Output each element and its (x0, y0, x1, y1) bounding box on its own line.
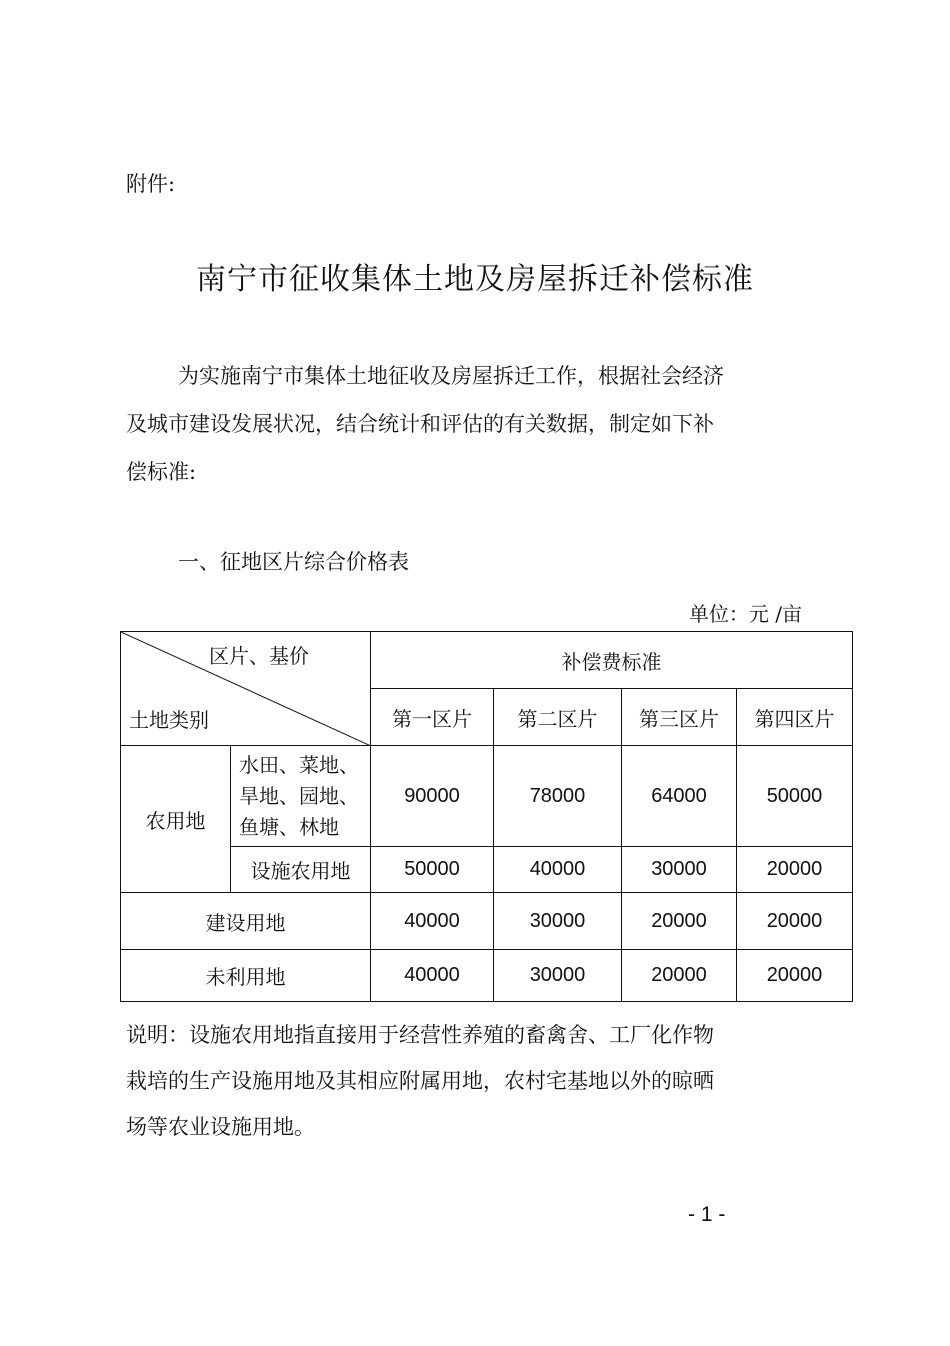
value-cell: 20000 (737, 847, 853, 893)
agri-subcategory-line: 鱼塘、林地 (239, 814, 339, 839)
diagonal-header-cell (121, 632, 371, 746)
value-cell: 64000 (622, 746, 737, 847)
agri-subcategory-line: 旱地、园地、 (239, 783, 359, 808)
value-cell: 30000 (494, 950, 622, 1002)
page-number: - 1 - (688, 1203, 726, 1226)
value-cell: 40000 (371, 950, 494, 1002)
unit-label: 单位：元 /亩 (688, 602, 802, 626)
agri-land-label: 农用地 (121, 746, 231, 893)
value-cell: 40000 (494, 847, 622, 893)
value-cell: 20000 (622, 893, 737, 950)
intro-line-2: 及城市建设发展状况，结合统计和评估的有关数据，制定如下补 (126, 412, 714, 436)
note-line-1: 说明：设施农用地指直接用于经营性养殖的畜禽舍、工厂化作物 (126, 1023, 714, 1047)
agri-subcategory-cell (231, 746, 371, 847)
construction-land-label: 建设用地 (121, 893, 371, 950)
value-cell: 78000 (494, 746, 622, 847)
value-cell: 20000 (622, 950, 737, 1002)
page-title: 南宁市征收集体土地及房屋拆迁补偿标准 (196, 262, 754, 297)
zone-header-1: 第一区片 (371, 689, 494, 746)
value-cell: 40000 (371, 893, 494, 950)
agri-subcategory-line: 水田、菜地、 (239, 752, 359, 777)
standard-header: 补偿费标准 (371, 632, 853, 689)
value-cell: 30000 (494, 893, 622, 950)
price-table (120, 631, 853, 1002)
value-cell: 90000 (371, 746, 494, 847)
section-title: 一、征地区片综合价格表 (178, 550, 409, 574)
zone-header-3: 第三区片 (622, 689, 737, 746)
value-cell: 50000 (371, 847, 494, 893)
note-paragraph (126, 1012, 786, 1150)
value-cell: 50000 (737, 746, 853, 847)
intro-paragraph (126, 352, 786, 496)
zone-header-2: 第二区片 (494, 689, 622, 746)
value-cell: 20000 (737, 893, 853, 950)
facility-agri-label: 设施农用地 (231, 847, 371, 893)
note-line-2: 栽培的生产设施用地及其相应附属用地，农村宅基地以外的晾晒 (126, 1069, 714, 1093)
intro-line-3: 偿标准: (126, 460, 197, 484)
note-line-3: 场等农业设施用地。 (126, 1115, 315, 1139)
value-cell: 20000 (737, 950, 853, 1002)
value-cell: 30000 (622, 847, 737, 893)
intro-line-1: 为实施南宁市集体土地征收及房屋拆迁工作，根据社会经济 (178, 364, 724, 388)
zone-header-4: 第四区片 (737, 689, 853, 746)
attachment-label: 附件: (126, 172, 176, 196)
header-zone-price: 区片、基价 (209, 644, 309, 668)
header-land-category: 土地类别 (129, 708, 209, 732)
unused-land-label: 未利用地 (121, 950, 371, 1002)
